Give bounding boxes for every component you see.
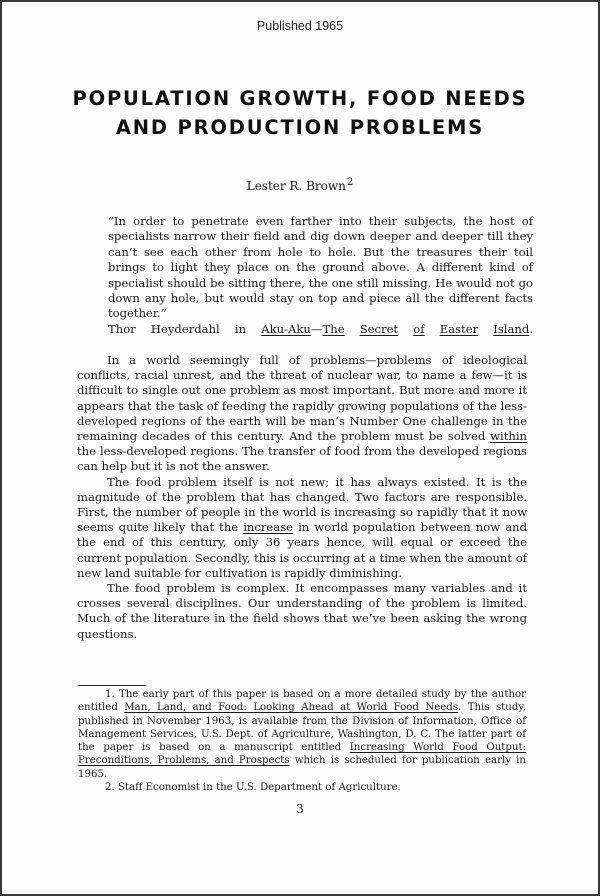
attribution-prefix: Thor Heyderdahl in xyxy=(108,321,262,336)
paragraph-1 xyxy=(77,353,527,475)
book-title-part: Aku-Aku xyxy=(261,321,311,336)
article-title-line-2: AND PRODUCTION PROBLEMS xyxy=(115,116,485,139)
book-title-period: . xyxy=(529,321,534,336)
paragraph-text: In a world seemingly full of problems—problems of ideological conflicts, racial unrest, and the threat of nuclear war, to name a few—it is difficult to single out one problem as most important. But more and more it appears that the task of feeding the rapidly growing populations of the less-developed regions of the earth will be man’s Number One challenge in the remaining decades of this century. And the problem must be solved xyxy=(77,353,527,444)
emphasis-within: within xyxy=(490,429,527,444)
footnote-text: 1. The early part of this paper is based on a more detailed study by the author entitled xyxy=(78,689,526,714)
author-name: Lester R. Brown xyxy=(246,179,346,193)
cited-title-1: Man, Land, and Food: Looking Ahead at World Food Needs xyxy=(124,702,459,714)
footnote-text: . This study, published in November 1963, is available from the Division of Information, Office of Management Services, U.S. Dept. of Agriculture, Washington, D. C. The latter part of the paper is based on a manuscript entitled xyxy=(78,702,526,754)
emphasis-increase: increase xyxy=(243,520,294,535)
author-byline xyxy=(2,177,598,193)
paragraph-text: in world population between now and the end of this century, only 36 years hence, will equal or exceed the current population. Secondly, this is occurring at a time when the amount of new land suitable for cultivation is rapidly diminishing. xyxy=(77,520,528,580)
epigraph-text: “In order to penetrate even farther into their subjects, the host of specialists narrow their field and dig down deeper and deeper till they can’t see each other from hole to hole. But the treasures their toil brings to light they place on the ground above. A different kind of specialist should be sitting there, the one still missing. He would not go down any hole, but would stay on top and piece all the different facts together.” xyxy=(108,214,533,321)
book-title-part: Easter xyxy=(439,321,479,336)
footnote-separator xyxy=(78,685,146,686)
paragraph-text: The food problem itself is not new; it has always existed. It is the magnitude of the problem that has changed. Two factors are responsible. First, the number of people in the world is increasing so rapidly that it now seems quite likely that the xyxy=(77,474,527,535)
book-title-space xyxy=(425,322,440,336)
book-title-space xyxy=(398,322,413,336)
book-title-part: The xyxy=(322,321,345,336)
cited-title-2: Increasing World Food Output: Preconditions, Problems, and Prospects xyxy=(78,742,526,767)
epigraph xyxy=(108,214,533,337)
publication-note: Published 1965 xyxy=(256,19,344,33)
book-title-space xyxy=(345,322,360,336)
footnote-2: 2. Staff Economist in the U.S. Department of Agriculture. xyxy=(105,782,401,794)
author-footnote-ref[interactable]: 2 xyxy=(346,177,354,188)
article-title xyxy=(2,84,598,142)
article-body xyxy=(77,353,527,642)
document-page xyxy=(2,2,598,894)
footnotes xyxy=(78,688,526,794)
book-title-part: — xyxy=(310,321,323,336)
book-title-space xyxy=(478,322,493,336)
paragraph-3: The food problem is complex. It encompasses many variables and it crosses several disciplines. Our understanding of the problem is limited. Much of the literature in the field shows that we’ve been asking the wrong questions. xyxy=(77,581,527,641)
book-title-part: of xyxy=(413,321,425,336)
footnote-text: which is scheduled for publication early in 1965. xyxy=(78,755,526,780)
page-number: 3 xyxy=(296,802,304,816)
article-title-line-1: POPULATION GROWTH, FOOD NEEDS xyxy=(72,87,528,110)
paragraph-2 xyxy=(77,475,527,581)
book-title-part: Island xyxy=(493,321,530,336)
book-title-part: Secret xyxy=(359,321,399,336)
paragraph-text: the less-developed regions. The transfer of food from the developed regions can help but it is not the answer. xyxy=(77,444,527,474)
epigraph-attribution xyxy=(108,322,533,337)
footnote-1 xyxy=(78,688,526,781)
